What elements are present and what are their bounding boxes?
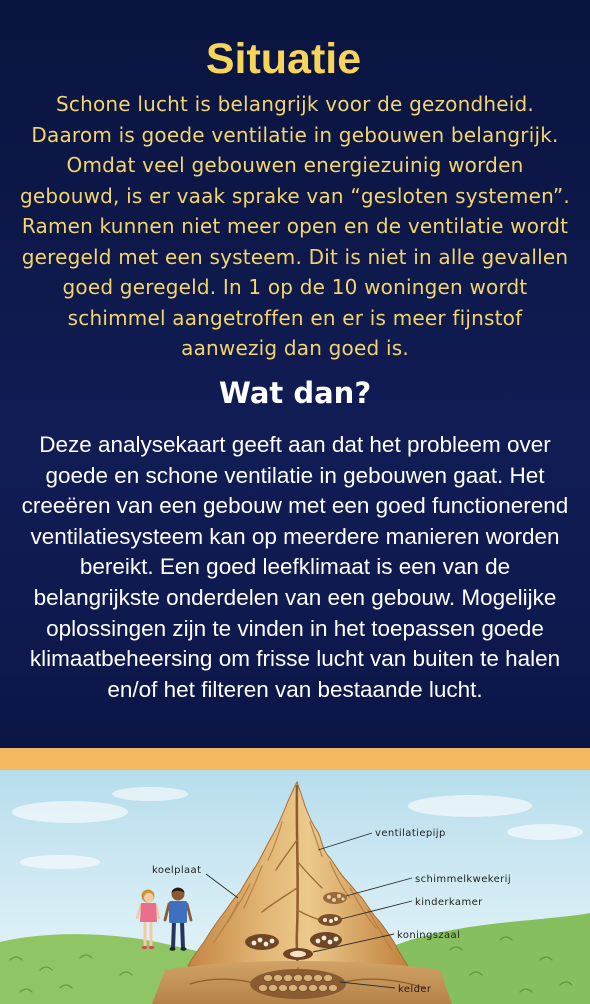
kelder-cell bbox=[329, 985, 338, 992]
kelder-cell bbox=[269, 985, 278, 992]
situatie-line: schimmel aangetroffen en er is meer fijnstof bbox=[67, 305, 523, 330]
situatie-line: Daarom is goede ventilatie in gebouwen belangrijk. bbox=[31, 122, 559, 147]
situatie-line: Schone lucht is belangrijk voor de gezondheid. bbox=[56, 92, 534, 116]
kelder-cell bbox=[324, 975, 333, 982]
situatie-line: gebouwd, is er vaak sprake van “gesloten systemen”. bbox=[20, 183, 570, 208]
egg bbox=[322, 936, 327, 941]
kelder-cell bbox=[279, 985, 288, 992]
cloud bbox=[408, 795, 532, 817]
fungus-comb bbox=[341, 897, 344, 900]
situatie-line: geregeld met een systeem. Dit is niet in alle gevallen bbox=[21, 244, 569, 269]
kelder-cell bbox=[274, 975, 283, 982]
kelder-cell bbox=[294, 975, 303, 982]
boy-shoe bbox=[170, 947, 176, 950]
label-koningszaal: koningszaal bbox=[397, 930, 461, 941]
label-koelplaat: koelplaat bbox=[152, 865, 202, 876]
label-kelder: kelder bbox=[398, 984, 432, 995]
boy-leg bbox=[182, 922, 183, 948]
wat-dan-line: Deze analysekaart geeft aan dat het probleem over bbox=[39, 432, 551, 457]
label-schimmelkwekerij: schimmelkwekerij bbox=[415, 874, 512, 885]
situatie-line: Omdat veel gebouwen energiezuinig worden bbox=[66, 153, 524, 177]
egg bbox=[270, 939, 275, 944]
egg bbox=[316, 939, 321, 944]
fungus-comb bbox=[327, 895, 331, 899]
wat-dan-heading: Wat dan? bbox=[218, 376, 372, 410]
girl-shirt bbox=[140, 903, 157, 922]
ventilation-shaft bbox=[297, 786, 298, 974]
egg bbox=[264, 942, 269, 947]
egg bbox=[334, 937, 339, 942]
kelder-cell bbox=[319, 985, 328, 992]
fungus-garden-chamber bbox=[323, 892, 347, 904]
girl-face bbox=[144, 893, 154, 903]
kelder-cell bbox=[259, 985, 268, 992]
boy-shoe bbox=[181, 947, 187, 950]
cellar-chamber bbox=[250, 969, 346, 999]
royal-chamber bbox=[283, 948, 313, 960]
cloud bbox=[507, 824, 583, 840]
wat-dan-line: goede en schone ventilatie in gebouwen gaat. Het bbox=[45, 462, 545, 488]
cloud bbox=[112, 787, 188, 801]
situatie-line: Ramen kunnen niet meer open en de ventilatie wordt bbox=[21, 214, 569, 238]
cloud bbox=[12, 801, 128, 823]
fungus-comb bbox=[337, 894, 341, 898]
kelder-cell bbox=[309, 985, 318, 992]
termite-mound-illustration bbox=[0, 770, 590, 1004]
fungus-comb bbox=[332, 898, 336, 902]
wat-dan-line: en/of het filteren van bestaande lucht. bbox=[107, 676, 483, 702]
kelder-cell bbox=[304, 975, 313, 982]
wat-dan-line: creeëren van een gebouw met een goed functionerend bbox=[21, 493, 569, 519]
girl-shoe bbox=[142, 946, 148, 949]
kelder-cell bbox=[314, 975, 323, 982]
girl-shoe bbox=[149, 946, 155, 949]
egg bbox=[329, 919, 333, 923]
egg bbox=[252, 941, 257, 946]
kelder-cell bbox=[289, 985, 298, 992]
egg bbox=[334, 917, 338, 921]
chamber bbox=[250, 969, 346, 999]
kelder-cell bbox=[284, 975, 293, 982]
label-kinderkamer: kinderkamer bbox=[415, 897, 483, 908]
queen bbox=[290, 951, 306, 957]
accent-band bbox=[0, 748, 590, 770]
wat-dan-line: ventilatiesysteem kan op meerdere manieren worden bbox=[30, 523, 560, 549]
egg bbox=[323, 918, 327, 922]
label-ventilatiepijp: ventilatiepijp bbox=[375, 828, 446, 839]
wat-dan-line: klimaatbeheersing om frisse lucht van buiten te halen bbox=[29, 646, 561, 672]
wat-dan-line: oplossingen zijn te vinden in het toepassen goede bbox=[46, 615, 544, 641]
situatie-heading: Situatie bbox=[205, 35, 362, 83]
situatie-paragraph bbox=[0, 89, 590, 364]
wat-dan-line: bereikt. Een goed leefklimaat is een van de bbox=[79, 554, 511, 580]
kelder-cell bbox=[264, 975, 273, 982]
cloud bbox=[20, 855, 100, 869]
boy-shirt bbox=[169, 901, 187, 923]
kelder-cell bbox=[299, 985, 308, 992]
boy-leg bbox=[173, 922, 174, 948]
wat-dan-line: belangrijkste onderdelen van een gebouw. Mogelijke bbox=[33, 584, 557, 610]
egg bbox=[258, 938, 263, 943]
wat-dan-paragraph bbox=[0, 430, 590, 705]
situatie-line: aanwezig dan goed is. bbox=[181, 336, 409, 360]
egg bbox=[328, 940, 333, 945]
situatie-line: goed geregeld. In 1 op de 10 woningen wordt bbox=[62, 275, 528, 299]
